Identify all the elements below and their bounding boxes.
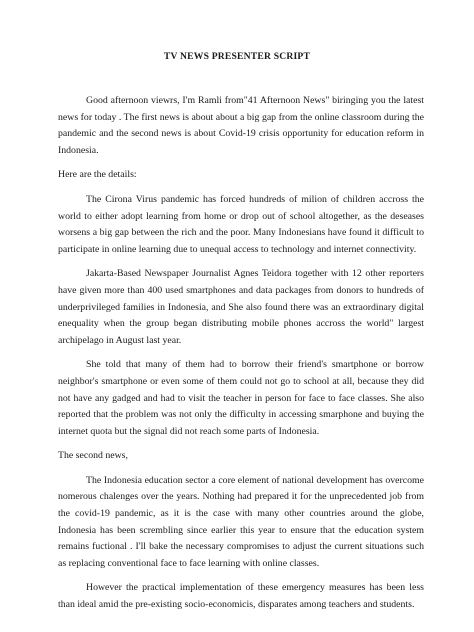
paragraph-education-sector: The Indonesia education sector a core element of national development has overcome nomerous chalenges over the years. Nothing had prepared it for the unprecedented job from the covid-19 pandemic, as it is the case with many other countries around the globe, Indonesia has been scrembling since earlier this year to ensure that the education system remains fuctional . I'll bake the necessary compromises to adjust the current situations such as replacing conventional face to face learning with online classes. bbox=[58, 474, 424, 569]
page-title: TV NEWS PRESENTER SCRIPT bbox=[163, 51, 311, 62]
paragraph-implementation: However the practical implementation of these emergency measures has been less than ideal amid the pre-existing socio-economicis, disparates among teachers and students. bbox=[58, 582, 424, 611]
paragraph-borrow-phones: She told that many of them had to borrow their friend's smartphone or borrow neighbor's smartphone or even some of them could not go to school at all, because they did not have any gadged and had to visit the teacher in person for face to face classes. She also reported that the problem was not only the difficulty in accessing smarphone and buying the internet quota but the signal did not reach some parts of Indonesia. bbox=[58, 359, 424, 437]
paragraph-pandemic-gap: The Cirona Virus pandemic has forced hundreds of milion of children accross the world to either adopt learning from home or drop out of school altogether, as the deseases worsens a big gap between the rich and the poor. Many Indonesians have found it difficult to participate in online learning due to unequal access to technology and internet connectivity. bbox=[58, 193, 424, 255]
document-body bbox=[58, 93, 424, 622]
paragraph-details-intro: Here are the details: bbox=[58, 169, 137, 181]
paragraph-second-news: The second news, bbox=[58, 450, 128, 462]
paragraph-greeting: Good afternoon viewrs, I'm Ramli from"41 Afternoon News" biringing you the latest news for today . The first news is about about a big gap from the online classroom during the pandemic and the second news is about Covid-19 crisis opportunity for education reform in Indonesia. bbox=[58, 95, 424, 156]
paragraph-journalist: Jakarta-Based Newspaper Journalist Agnes Teidora together with 12 other reporters have given more than 400 used smartphones and data packages from donors to hundreds of underprivileged families in Indonesia, and She also found there was an extraordinary digital enequality when the group began distributing mobile phones accross the world" largest archipelago in August last year. bbox=[58, 268, 424, 346]
